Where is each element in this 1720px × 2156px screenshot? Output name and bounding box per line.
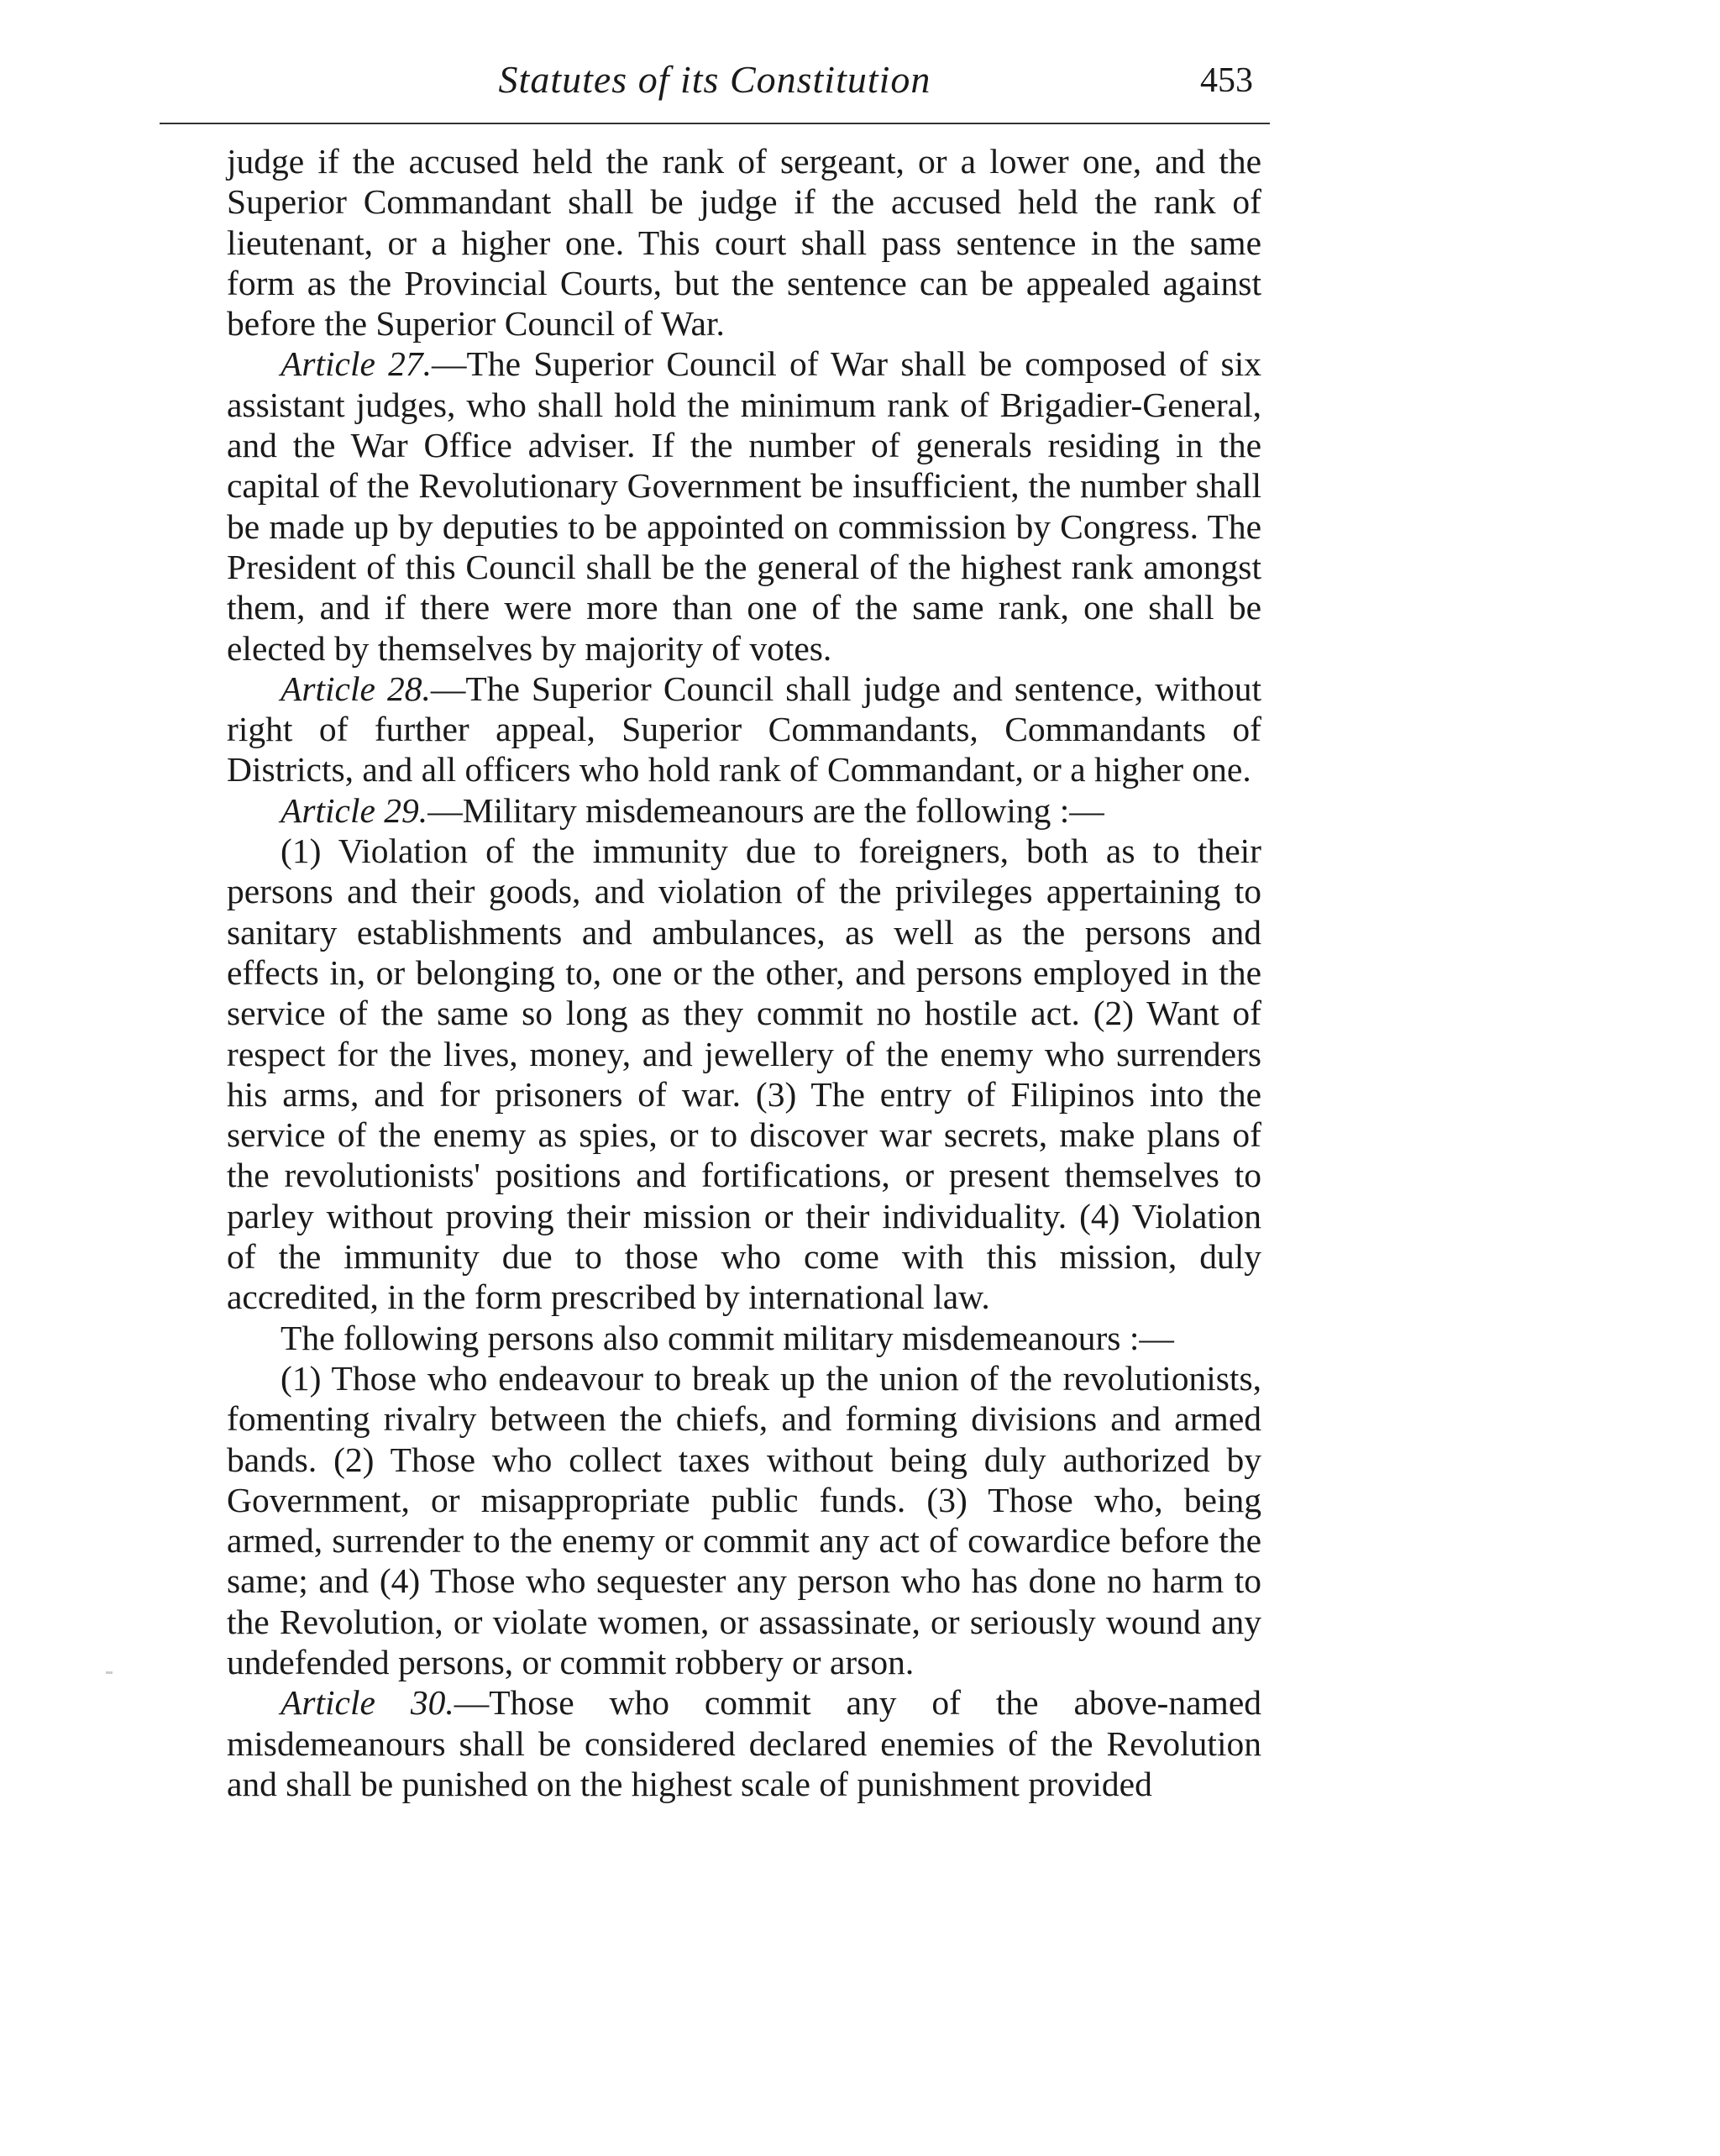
page-header xyxy=(160,52,1270,111)
article-29-label: Article 29. xyxy=(281,790,428,830)
misdemeanours-intro-2: The following persons also commit military misdemeanours :— xyxy=(281,1318,1174,1357)
article-28-paragraph xyxy=(227,669,1261,790)
header-rule xyxy=(160,123,1270,124)
article-29-text: —Military misdemeanours are the following :— xyxy=(427,790,1104,830)
misdemeanours-list-2: (1) Those who endeavour to break up the union of the revolutionists, fomenting rivalry between the chiefs, and forming divisions and armed bands. (2) Those who collect taxes without being duly authorized by Government, or misappropriate public funds. (3) Those who, being armed, surrender to the enemy or commit any act of cowardice before the same; and (4) Those who sequester any person who has done no harm to the Revolution, or violate women, or assassinate, or seriously wound any undefended persons, or commit robbery or arson. xyxy=(227,1358,1261,1681)
article-30-paragraph xyxy=(227,1682,1261,1804)
misdemeanours-list-1: (1) Violation of the immunity due to foreigners, both as to their persons and their goods, and violation of the privileges appertaining to sanitary establishments and ambulances, as well as the persons and effects in, or belonging to, one or the other, and persons employed in the service of the same so long as they commit no hostile act. (2) Want of respect for the lives, money, and jewellery of the enemy who surrenders his arms, and for prisoners of war. (3) The entry of Filipinos into the service of the enemy as spies, or to discover war secrets, make plans of the revolutionists' positions and fortifications, or present themselves to parley without proving their mission or their individuality. (4) Violation of the immunity due to those who come with this mission, duly accredited, in the form prescribed by international law. xyxy=(227,831,1261,1317)
paragraph-continuation: judge if the accused held the rank of sergeant, or a lower one, and the Superior Commandant shall be judge if the accused held the rank of lieutenant, or a higher one. This court shall pass sentence in the same form as the Provincial Courts, but the sentence can be appealed against before the Superior Council of War. xyxy=(227,142,1261,344)
article-29-paragraph xyxy=(227,790,1261,831)
body-text xyxy=(227,141,1261,1804)
article-30-label: Article 30. xyxy=(281,1683,454,1723)
article-27-text: —The Superior Council of War shall be composed of six assistant judges, who shall hold the minimum rank of Brigadier-General, and the War Office adviser. If the number of generals residing in the capital of the Revolutionary Government be insufficient, the number shall be made up by deputies to be appointed on commission by Congress. The President of this Council shall be the general of the highest rank amongst them, and if there were more than one of the same rank, one shall be elected by themselves by majority of votes. xyxy=(227,344,1261,668)
article-27-label: Article 27. xyxy=(281,344,433,384)
page-number: 453 xyxy=(1200,61,1253,100)
article-27-paragraph xyxy=(227,344,1261,668)
margin-mark xyxy=(106,1671,113,1674)
article-28-label: Article 28. xyxy=(281,669,431,708)
running-title: Statutes of its Constitution xyxy=(498,58,931,101)
article-30-text: —Those who commit any of the above-named misdemeanours shall be considered declared enemies of the Revolution and shall be punished on the highest scale of punishment provided xyxy=(227,1683,1261,1803)
article-28-text: —The Superior Council shall judge and sentence, without right of further appeal, Superior Commandants, Commandants of Districts, and all officers who hold rank of Commandant, or a higher one. xyxy=(227,669,1261,789)
